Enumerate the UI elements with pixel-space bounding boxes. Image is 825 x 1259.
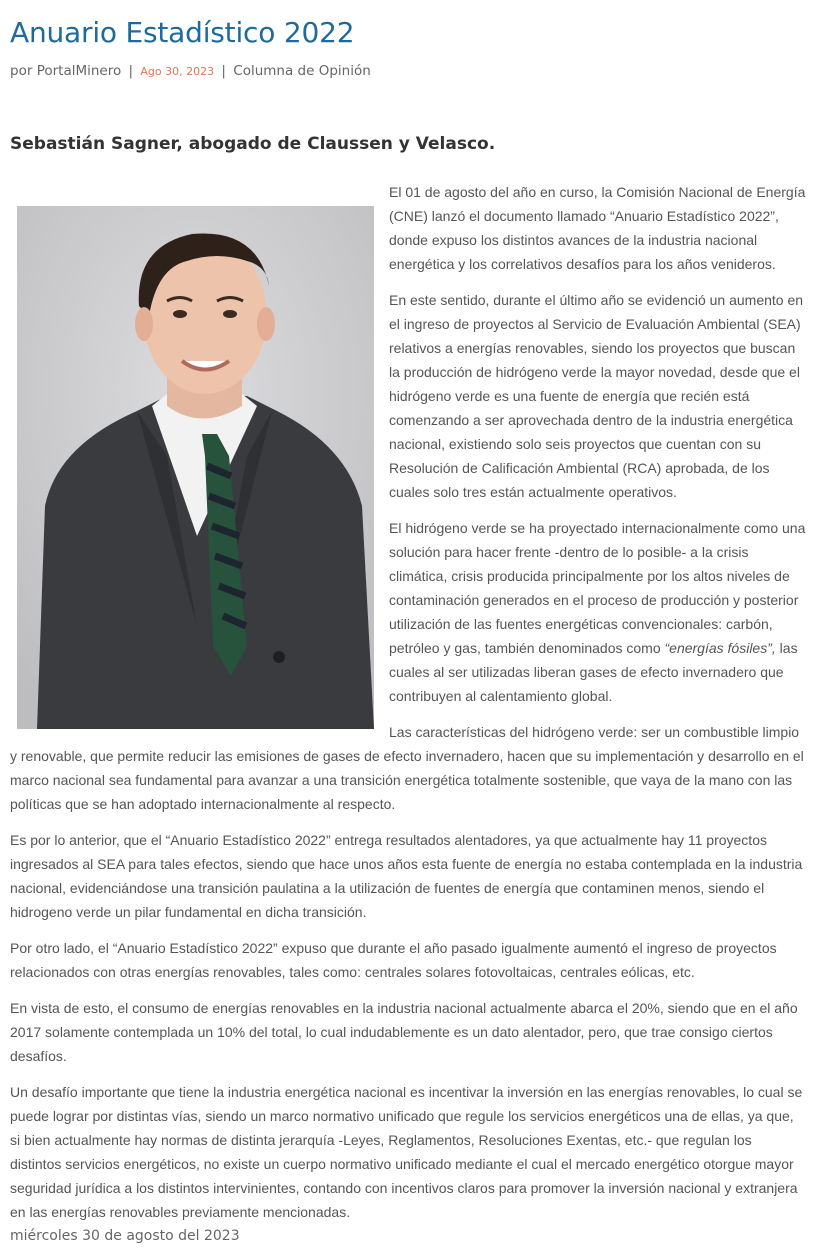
article-body xyxy=(10,180,806,1224)
paragraph: En vista de esto, el consumo de energías renovables en la industria nacional actualmente abarca el 20%, siendo que en el año 2017 solamente contemplada un 10% del total, lo cual indudablemente es un dato alentador, pero, que trae consigo ciertos desafíos. xyxy=(10,1000,798,1064)
article-meta xyxy=(10,61,806,82)
paragraph: Un desafío importante que tiene la industria energética nacional es incentivar la inversión en las energías renovables, lo cual se puede lograr por distintas vías, siendo un marco normativo unificado que regule los servicios energéticos una de ellas, ya que, si bien actualmente hay normas de distinta jerarquía -Leyes, Reglamentos, Resoluciones Exentas, etc.- que regulan los distintos servicios energéticos, no existe un cuerpo normativo unificado mediante el cual el mercado energético otorgue mayor seguridad jurídica a los distintos intervinientes, contando con incentivos claros para promover la inversión nacional y extranjera en las energías renovables previamente mencionadas. xyxy=(10,1084,803,1220)
paragraph: Por otro lado, el “Anuario Estadístico 2022” expuso que durante el año pasado igualmente aumentó el ingreso de proyectos relacionados con otras energías renovables, tales como: centrales solares fotovoltaicas, centrales eólicas, etc. xyxy=(10,940,777,980)
paragraph: Las características del hidrógeno verde: ser un combustible limpio y renovable, que permite reducir las emisiones de gases de efecto invernadero, hacen que su implementación y desarrollo en el marco nacional sea fundamental para avanzar a una transición energética totalmente sostenible, que vaya de la mano con las políticas que se han adoptado internacionalmente al respecto. xyxy=(10,724,804,812)
paragraph-text: las cuales al ser utilizadas liberan gases de efecto invernadero que contribuyen al calentamiento global. xyxy=(389,640,798,704)
meta-prefix: por xyxy=(10,63,33,79)
paragraph: Es por lo anterior, que el “Anuario Estadístico 2022” entrega resultados alentadores, ya que actualmente hay 11 proyectos ingresados al SEA para tales efectos, siendo que hace unos años esta fuente de energía no estaba contemplada en la industria nacional, evidenciándose una transición paulatina a la utilización de fuentes de energía que contaminen menos, siendo el hidrogeno verde un pilar fundamental en dicha transición. xyxy=(10,832,803,920)
meta-separator: | xyxy=(128,63,134,79)
footer-date: miércoles 30 de agosto del 2023 xyxy=(10,1228,240,1244)
paragraph-text: El hidrógeno verde se ha proyectado internacionalmente como una solución para hacer frente -dentro de lo posible- a la crisis climática, crisis producida principalmente por los altos niveles de contaminación generados en el proceso de producción y posterior utilización de las fuentes energéticas convencionales: carbón, petróleo y gas, también denominados como xyxy=(389,520,806,656)
author-link[interactable]: PortalMinero xyxy=(36,63,122,79)
publish-date: Ago 30, 2023 xyxy=(140,65,215,78)
meta-separator: | xyxy=(221,63,226,79)
portrait-photo xyxy=(17,206,374,729)
portrait-image xyxy=(17,206,374,729)
page-title: Anuario Estadístico 2022 xyxy=(10,16,355,49)
paragraph: El 01 de agosto del año en curso, la Comisión Nacional de Energía (CNE) lanzó el documento llamado “Anuario Estadístico 2022”, donde expuso los distintos avances de la industria nacional energética y los correlativos desafíos para los años venideros. xyxy=(389,184,806,272)
category-link[interactable]: Columna de Opinión xyxy=(233,63,371,79)
article-subtitle: Sebastián Sagner, abogado de Claussen y Velasco. xyxy=(10,134,496,154)
paragraph: En este sentido, durante el último año se evidenció un aumento en el ingreso de proyectos al Servicio de Evaluación Ambiental (SEA) relativos a energías renovables, siendo los proyectos que buscan la producción de hidrógeno verde la mayor novedad, desde que el hidrógeno verde es una fuente de energía que recién está comenzando a ser aprovechada dentro de la industria energética nacional, existiendo solo seis proyectos que cuentan con su Resolución de Calificación Ambiental (RCA) aprobada, de los cuales solo tres están actualmente operativos. xyxy=(389,292,804,500)
paragraph-emphasis: “energías fósiles”, xyxy=(664,640,776,656)
article xyxy=(10,0,806,1246)
